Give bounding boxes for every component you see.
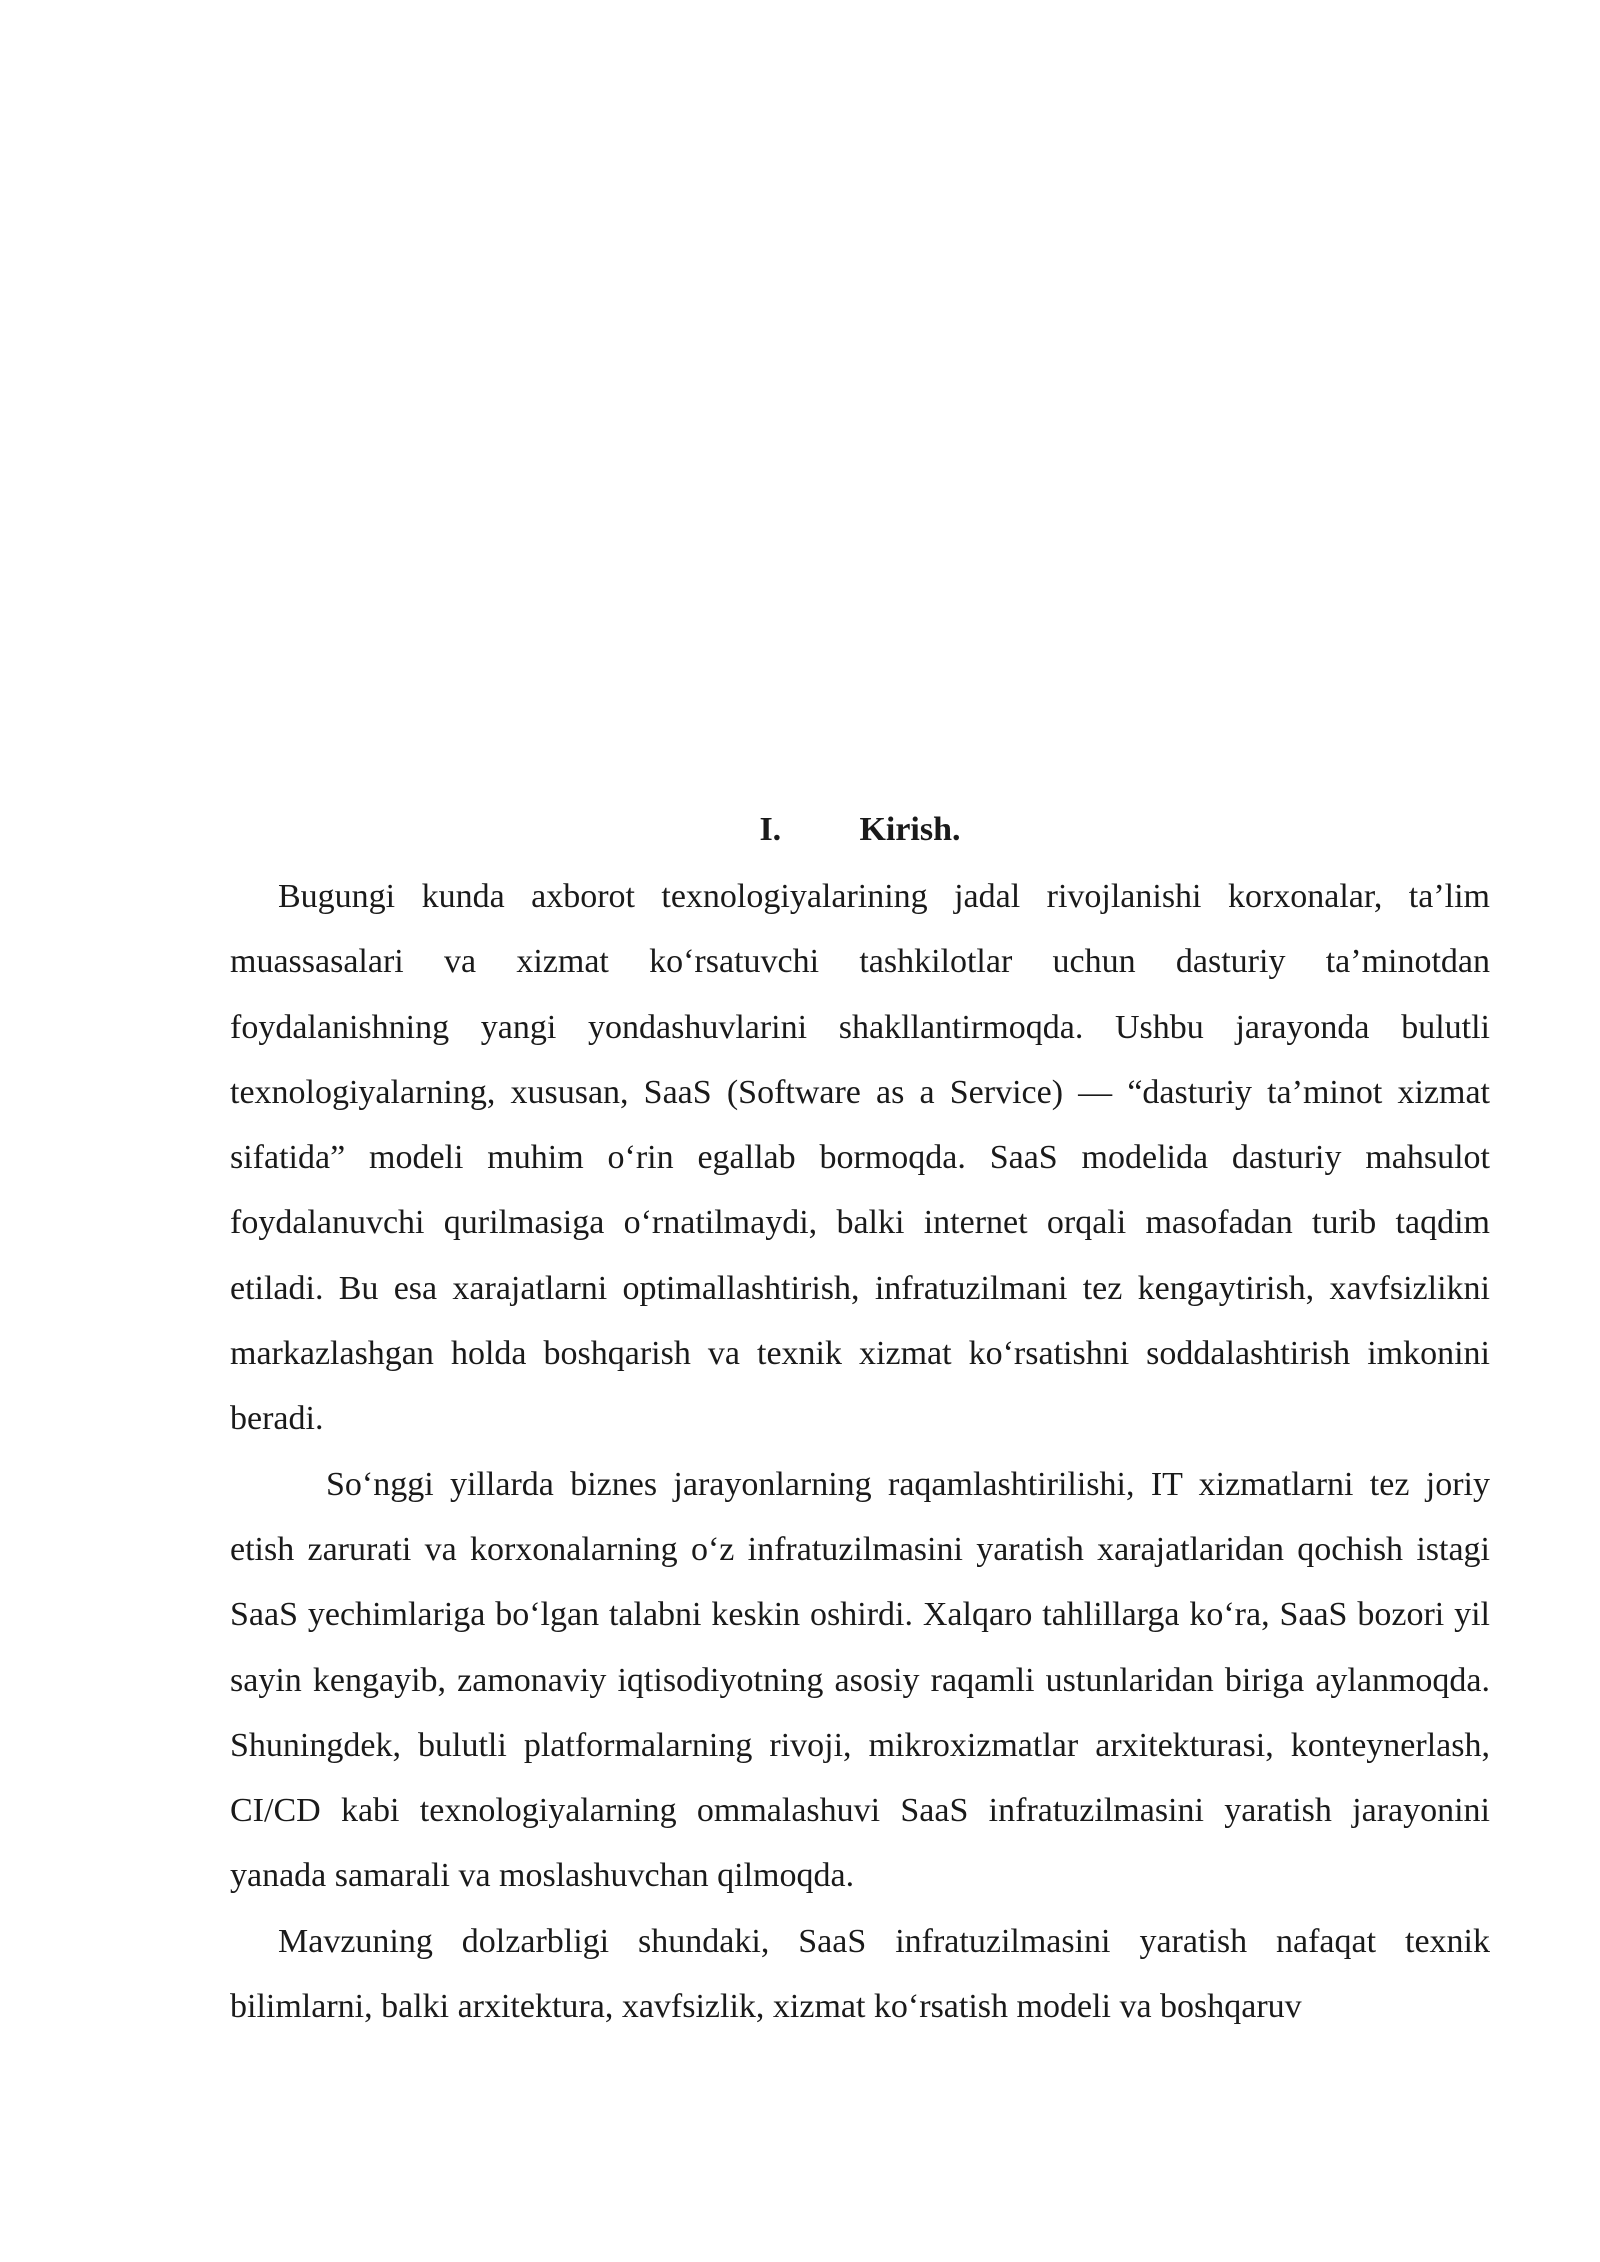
section-number: I. — [759, 811, 782, 848]
paragraph-1: Bugungi kunda axborot texnologiyalarining jadal rivojlanishi korxonalar, ta’lim muassasalari va xizmat ko‘rsatuvchi tashkilotlar uchun dasturiy ta’minotdan foydalanishning yangi yondashuvlarini shakllantirmoqda. Ushbu jarayonda bulutli texnologiyalarning, xususan, SaaS (Software as a Service) — “dasturiy ta’minot xizmat sifatida” modeli muhim o‘rin egallab bormoqda. SaaS modelida dasturiy mahsulot foydalanuvchi qurilmasiga o‘rnatilmaydi, balki internet orqali masofadan turib taqdim etiladi. Bu esa xarajatlarni optimallashtirish, infratuzilmani tez kengaytirish, xavfsizlikni markazlashgan holda boshqarish va texnik xizmat ko‘rsatishni soddalashtirish imkonini beradi. — [230, 878, 1490, 1438]
paragraph-2: So‘nggi yillarda biznes jarayonlarning raqamlashtirilishi, IT xizmatlarni tez joriy etish zarurati va korxonalarning o‘z infratuzilmasini yaratish xarajatlaridan qochish istagi SaaS yechimlariga bo‘lgan talabni keskin oshirdi. Xalqaro tahlillarga ko‘ra, SaaS bozori yil sayin kengayib, zamonaviy iqtisodiyotning asosiy raqamli ustunlaridan biriga aylanmoqda. Shuningdek, bulutli platformalarning rivoji, mikroxizmatlar arxitekturasi, konteynerlash, CI/CD kabi texnologiyalarning ommalashuvi SaaS infratuzilmasini yaratish jarayonini yanada samarali va moslashuvchan qilmoqda. — [230, 1465, 1490, 1895]
paragraph-3: Mavzuning dolzarbligi shundaki, SaaS infratuzilmasini yaratish nafaqat texnik bilimlarni, balki arxitektura, xavfsizlik, xizmat ko‘rsatish modeli va boshqaruv — [230, 1922, 1490, 2026]
page-content — [230, 800, 1490, 2039]
section-heading — [230, 800, 1490, 860]
section-title: Kirish. — [859, 811, 961, 848]
